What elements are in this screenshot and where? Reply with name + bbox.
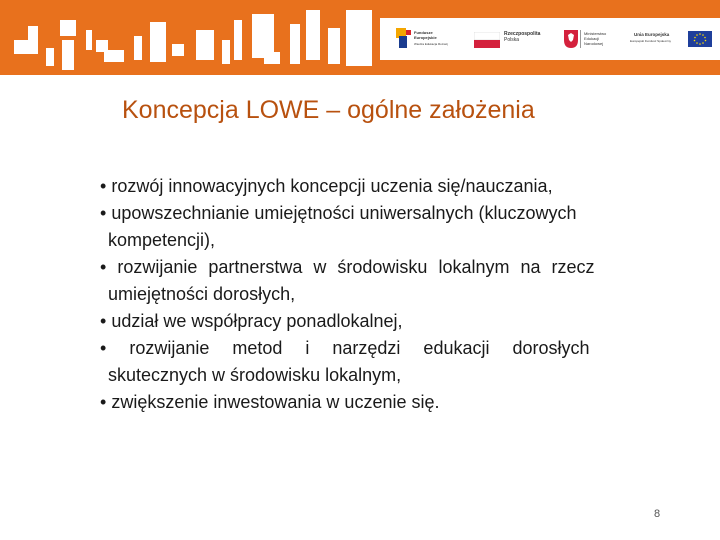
logo-text: Ministerstwo	[584, 31, 607, 36]
bullet-item	[100, 389, 656, 416]
rzeczpospolita-polska-logo	[472, 18, 552, 60]
logo-text: Unia Europejska	[634, 32, 670, 37]
decorative-block	[196, 30, 214, 60]
header-band	[0, 0, 720, 75]
logo-text: Fundusze	[414, 30, 433, 35]
bullet-text: zwiększenie inwestowania w uczenie się.	[111, 392, 440, 412]
decorative-block	[60, 20, 76, 36]
decorative-block	[172, 44, 184, 56]
bullet-marker: •	[100, 257, 107, 277]
logo-text: Narodowej	[584, 41, 604, 46]
bullet-text: rozwijanie partnerstwa w środowisku lokalnym na rzecz	[117, 257, 595, 277]
bullet-text: upowszechnianie umiejętności uniwersalnych (kluczowych	[111, 203, 577, 223]
bullet-item	[100, 308, 656, 335]
decorative-block	[104, 50, 124, 62]
bullet-marker: •	[100, 311, 107, 331]
logo-text: Wiedza Edukacja Rozwój	[414, 42, 448, 46]
divider	[580, 30, 581, 48]
bullet-marker: •	[100, 203, 107, 223]
bullet-item	[100, 173, 656, 200]
decorative-block	[222, 40, 230, 64]
decorative-block	[306, 10, 320, 60]
logo-text: Edukacji	[584, 36, 600, 41]
bullet-list	[100, 173, 656, 416]
polish-flag-icon	[474, 32, 500, 48]
bullet-item	[100, 335, 656, 362]
decorative-block	[346, 10, 372, 66]
decorative-block	[234, 20, 242, 60]
decorative-block	[150, 22, 166, 62]
slide-title: Koncepcja LOWE – ogólne założenia	[122, 96, 535, 124]
bullet-marker: •	[100, 176, 107, 196]
bullet-continuation: skutecznych w środowisku lokalnym,	[108, 365, 402, 385]
decorative-block	[290, 24, 300, 64]
decorative-block	[28, 26, 38, 54]
decorative-block	[134, 36, 142, 60]
bullet-text: rozwój innowacyjnych koncepcji uczenia się/nauczania,	[111, 176, 553, 196]
decorative-block	[46, 48, 54, 66]
logo-strip	[380, 18, 720, 60]
decorative-block	[62, 40, 74, 70]
eagle-emblem-icon	[564, 30, 578, 48]
logo-text: Polska	[504, 37, 520, 43]
bullet-continuation: kompetencji),	[108, 230, 216, 250]
bullet-continuation: umiejętności dorosłych,	[108, 284, 296, 304]
fundusze-europejskie-icon	[396, 28, 412, 50]
bullet-text: rozwijanie metod i narzędzi edukacji dorosłych	[129, 338, 590, 358]
bullet-marker: •	[100, 392, 107, 412]
ministerstwo-logo	[560, 18, 626, 60]
decorative-block	[264, 52, 280, 64]
eu-flag-icon	[688, 31, 712, 47]
fundusze-europejskie-logo	[394, 18, 464, 60]
decorative-block	[328, 28, 340, 64]
unia-europejska-logo	[630, 18, 718, 60]
decorative-block	[14, 40, 28, 54]
logo-text: Europejski Fundusz Społeczny	[630, 39, 672, 43]
bullet-item	[100, 200, 656, 227]
bullet-item	[100, 254, 656, 281]
logo-text: Europejskie	[414, 35, 437, 40]
page-number: 8	[654, 508, 661, 520]
bullet-text: udział we współpracy ponadlokalnej,	[111, 311, 403, 331]
logo-text: Rzeczpospolita	[504, 31, 541, 37]
bullet-marker: •	[100, 338, 107, 358]
decorative-block	[86, 30, 92, 50]
